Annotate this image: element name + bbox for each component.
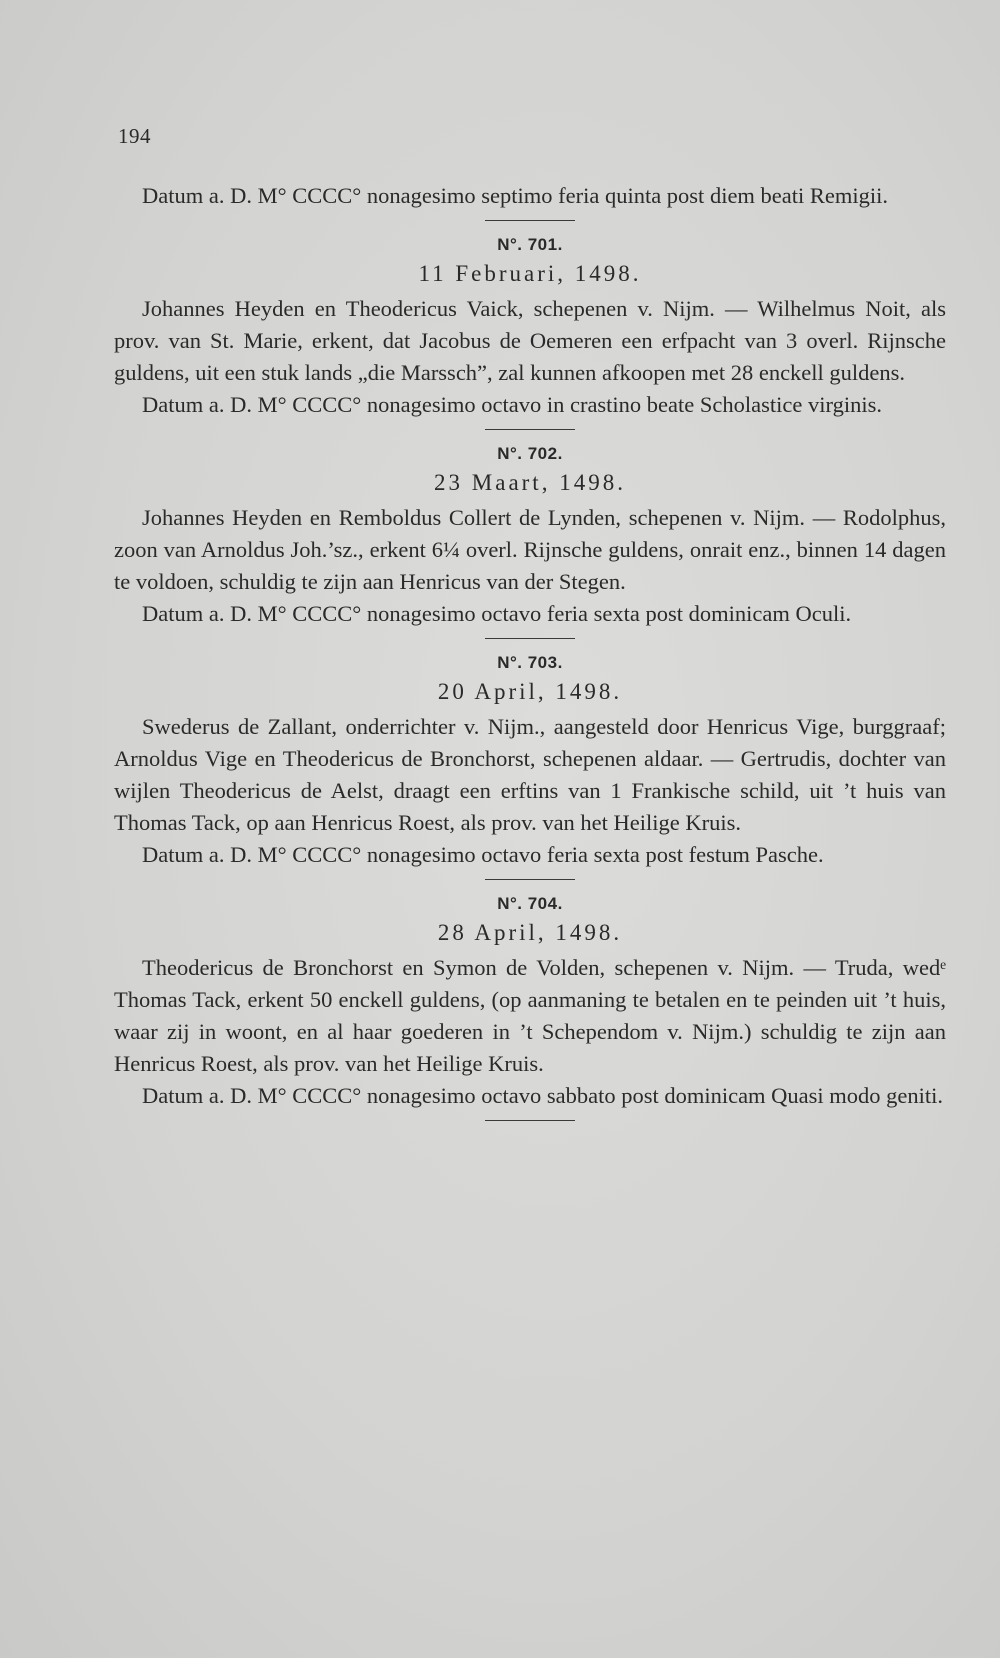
entry-701 [114,235,946,421]
entry-body: Johannes Heyden en Theodericus Vaick, schepenen v. Nijm. — Wilhelmus Noit, als prov. van St. Marie, erkent, dat Jacobus de Oemeren een erfpacht van 3 overl. Rijnsche guldens, uit een stuk lands „die Marssch”, zal kunnen afkoopen met 28 enckell guldens. [114,296,946,385]
entry-datum: Datum a. D. M° CCCC° nonagesimo octavo in crastino beate Scholastice virginis. [142,392,882,417]
entry-number: N°. 701. [497,235,563,254]
entry-number: N°. 704. [497,894,563,913]
entry-702 [114,444,946,630]
entry-date: 23 Maart, 1498. [434,470,626,495]
document-body [114,180,946,1135]
entry-datum: Datum a. D. M° CCCC° nonagesimo octavo feria sexta post festum Pasche. [142,842,824,867]
section-divider [485,220,575,221]
entry-date: 28 April, 1498. [437,920,623,945]
entry-704 [114,894,946,1112]
entry-body: Johannes Heyden en Remboldus Collert de Lynden, schepenen v. Nijm. — Rodolphus, zoon van Arnoldus Joh.’sz., erkent 6¼ overl. Rijnsche guldens, onrait enz., binnen 14 dagen te voldoen, schuldig te zijn aan Henricus van der Stegen. [114,505,946,594]
entry-body: Theodericus de Bronchorst en Symon de Volden, schepenen v. Nijm. — Truda, wedᵉ Thomas Tack, erkent 50 enckell guldens, (op aanmaning te betalen en te peinden uit ’t huis, waar zij in woont, en al haar goederen in ’t Schependom v. Nijm.) schuldig te zijn aan Henricus Roest, als prov. van het Heilige Kruis. [114,955,946,1076]
section-divider [485,429,575,430]
entry-datum: Datum a. D. M° CCCC° nonagesimo octavo sabbato post dominicam Quasi modo geniti. [142,1083,944,1108]
entry-date: 11 Februari, 1498. [418,261,642,286]
entry-body: Swederus de Zallant, onderrichter v. Nijm., aangesteld door Henricus Vige, burggraaf; Arnoldus Vige en Theodericus de Bronchorst, schepenen aldaar. — Gertrudis, dochter van wijlen Theodericus de Aelst, draagt een erftins van 1 Frankische schild, uit ’t huis van Thomas Tack, op aan Henricus Roest, als prov. van het Heilige Kruis. [114,714,946,835]
entry-datum: Datum a. D. M° CCCC° nonagesimo octavo feria sexta post dominicam Oculi. [142,601,852,626]
section-divider [485,1120,575,1121]
entry-date: 20 April, 1498. [437,679,623,704]
opening-datum: Datum a. D. M° CCCC° nonagesimo septimo feria quinta post diem beati Remigii. [142,183,889,208]
entry-number: N°. 703. [497,653,563,672]
section-divider [485,638,575,639]
entry-703 [114,653,946,871]
section-divider [485,879,575,880]
entry-number: N°. 702. [497,444,563,463]
page-number: 194 [118,124,151,148]
